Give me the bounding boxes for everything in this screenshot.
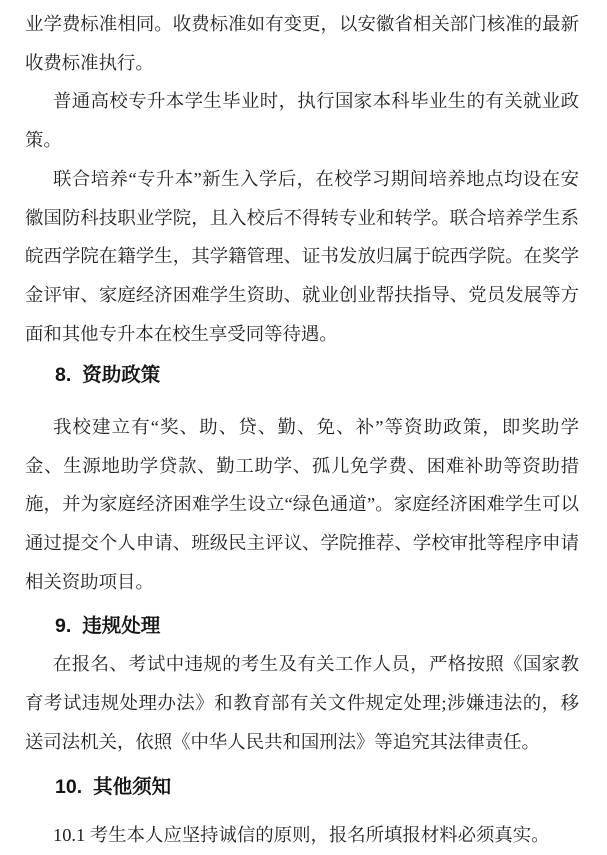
paragraph-integrity-requirement: 10.1 考生本人应坚持诚信的原则，报名所填报材料必须真实。 [53,825,550,846]
section-heading-other-notes [25,768,579,807]
paragraph-funding-measures: 我校建立有“奖、助、贷、勤、免、补”等资助政策，即奖助学金、生源地助学贷款、勤工助学、孤儿免学费、困难补助等资助措施，并为家庭经济困难学生设立“绿色通道”。家庭经济困难学生可以通过提交个人申请、班级民主评议、学院推荐、学校审批等程序申请相关资助项目。 [25,417,579,592]
section-number-9: 9. [55,614,72,637]
paragraph-joint-training: 联合培养“专升本”新生入学后，在校学习期间培养地点均设在安徽国防科技职业学院，且入校后不得转专业和转学。联合培养学生系皖西学院在籍学生，其学籍管理、证书发放归属于皖西学院。在奖学金评审、家庭经济困难学生资助、就业创业帮扶指导、党员发展等方面和其他专升本在校生享受同等待遇。 [25,168,579,344]
section-heading-violation-handling [25,607,579,646]
paragraph-employment-policy: 普通高校专升本学生毕业时，执行国家本科毕业生的有关就业政策。 [25,91,579,151]
section-number-10: 10. [55,776,83,799]
paragraph-fee-standard: 业学费标准相同。收费标准如有变更，以安徽省相关部门核准的最新收费标准执行。 [25,14,579,73]
section-heading-funding-policy [25,356,579,395]
paragraph-violation-handling: 在报名、考试中违规的考生及有关工作人员，严格按照《国家教育考试违规处理办法》和教育部有关文件规定处理;涉嫌违法的，移送司法机关，依照《中华人民共和国刑法》等追究其法律责任。 [25,654,579,752]
section-title-funding-policy: 资助政策 [82,364,161,387]
section-title-violation-handling: 违规处理 [82,614,161,637]
section-title-other-notes: 其他须知 [93,776,172,799]
section-number-8: 8. [55,364,72,387]
